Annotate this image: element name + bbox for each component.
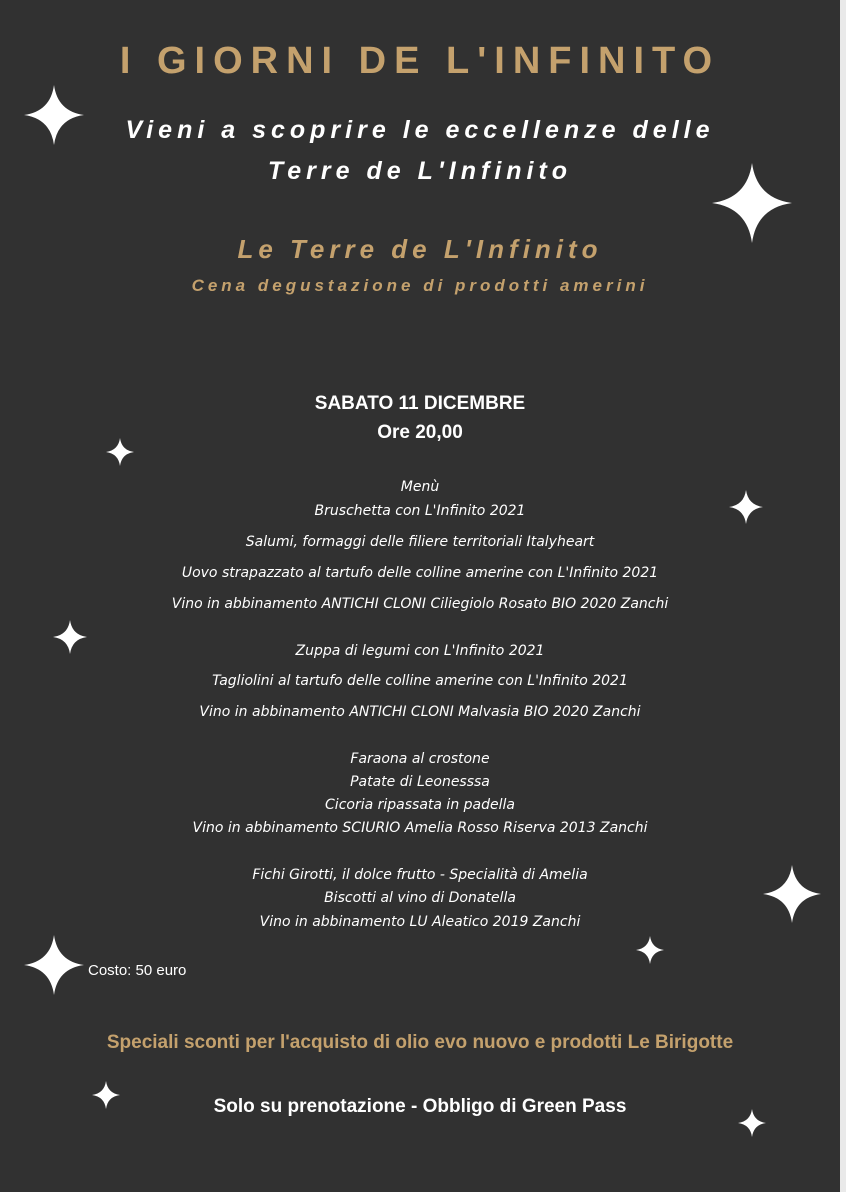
promo-text: Speciali sconti per l'acquisto di olio evo nuovo e prodotti Le Birigotte — [106, 1032, 734, 1053]
event-name: Le Terre de L'Infinito — [237, 234, 603, 264]
menu-item: Bruschetta con L'Infinito 2021 — [314, 503, 526, 519]
page-edge — [840, 0, 846, 1192]
menu-item: Zuppa di legumi con L'Infinito 2021 — [295, 643, 545, 659]
menu-item: Uovo strapazzato al tartufo delle colline amerine con L'Infinito 2021 — [181, 565, 659, 581]
menu-item: Faraona al crostone — [350, 751, 490, 767]
menu-item: Vino in abbinamento ANTICHI CLONI Ciliegiolo Rosato BIO 2020 Zanchi — [171, 596, 669, 612]
menu-item: Salumi, formaggi delle filiere territoriali Italyheart — [245, 534, 595, 550]
sparkle-icon — [636, 936, 664, 964]
menu-item: Vino in abbinamento LU Aleatico 2019 Zanchi — [259, 914, 581, 930]
subtitle-line-2: Terre de L'Infinito — [267, 157, 573, 185]
event-time: Ore 20,00 — [377, 422, 463, 443]
poster-title: I GIORNI DE L'INFINITO — [119, 40, 721, 82]
menu-heading: Menù — [400, 479, 440, 495]
cost-label: Costo: 50 euro — [88, 962, 187, 979]
event-tagline: Cena degustazione di prodotti amerini — [191, 276, 649, 295]
menu-item: Vino in abbinamento ANTICHI CLONI Malvasia BIO 2020 Zanchi — [199, 704, 641, 720]
menu-item: Vino in abbinamento SCIURIO Amelia Rosso Riserva 2013 Zanchi — [192, 820, 648, 836]
menu-item: Biscotti al vino di Donatella — [324, 890, 516, 906]
menu-item: Cicoria ripassata in padella — [325, 797, 515, 813]
subtitle-line-1: Vieni a scoprire le eccellenze delle — [125, 116, 715, 144]
menu-item: Tagliolini al tartufo delle colline amerine con L'Infinito 2021 — [212, 673, 628, 689]
booking-note: Solo su prenotazione - Obbligo di Green Pass — [213, 1096, 627, 1117]
menu-item: Fichi Girotti, il dolce frutto - Specialità di Amelia — [252, 867, 588, 883]
event-date: SABATO 11 DICEMBRE — [314, 393, 526, 414]
sparkle-icon — [24, 935, 84, 995]
menu-item: Patate di Leonesssa — [350, 774, 490, 790]
